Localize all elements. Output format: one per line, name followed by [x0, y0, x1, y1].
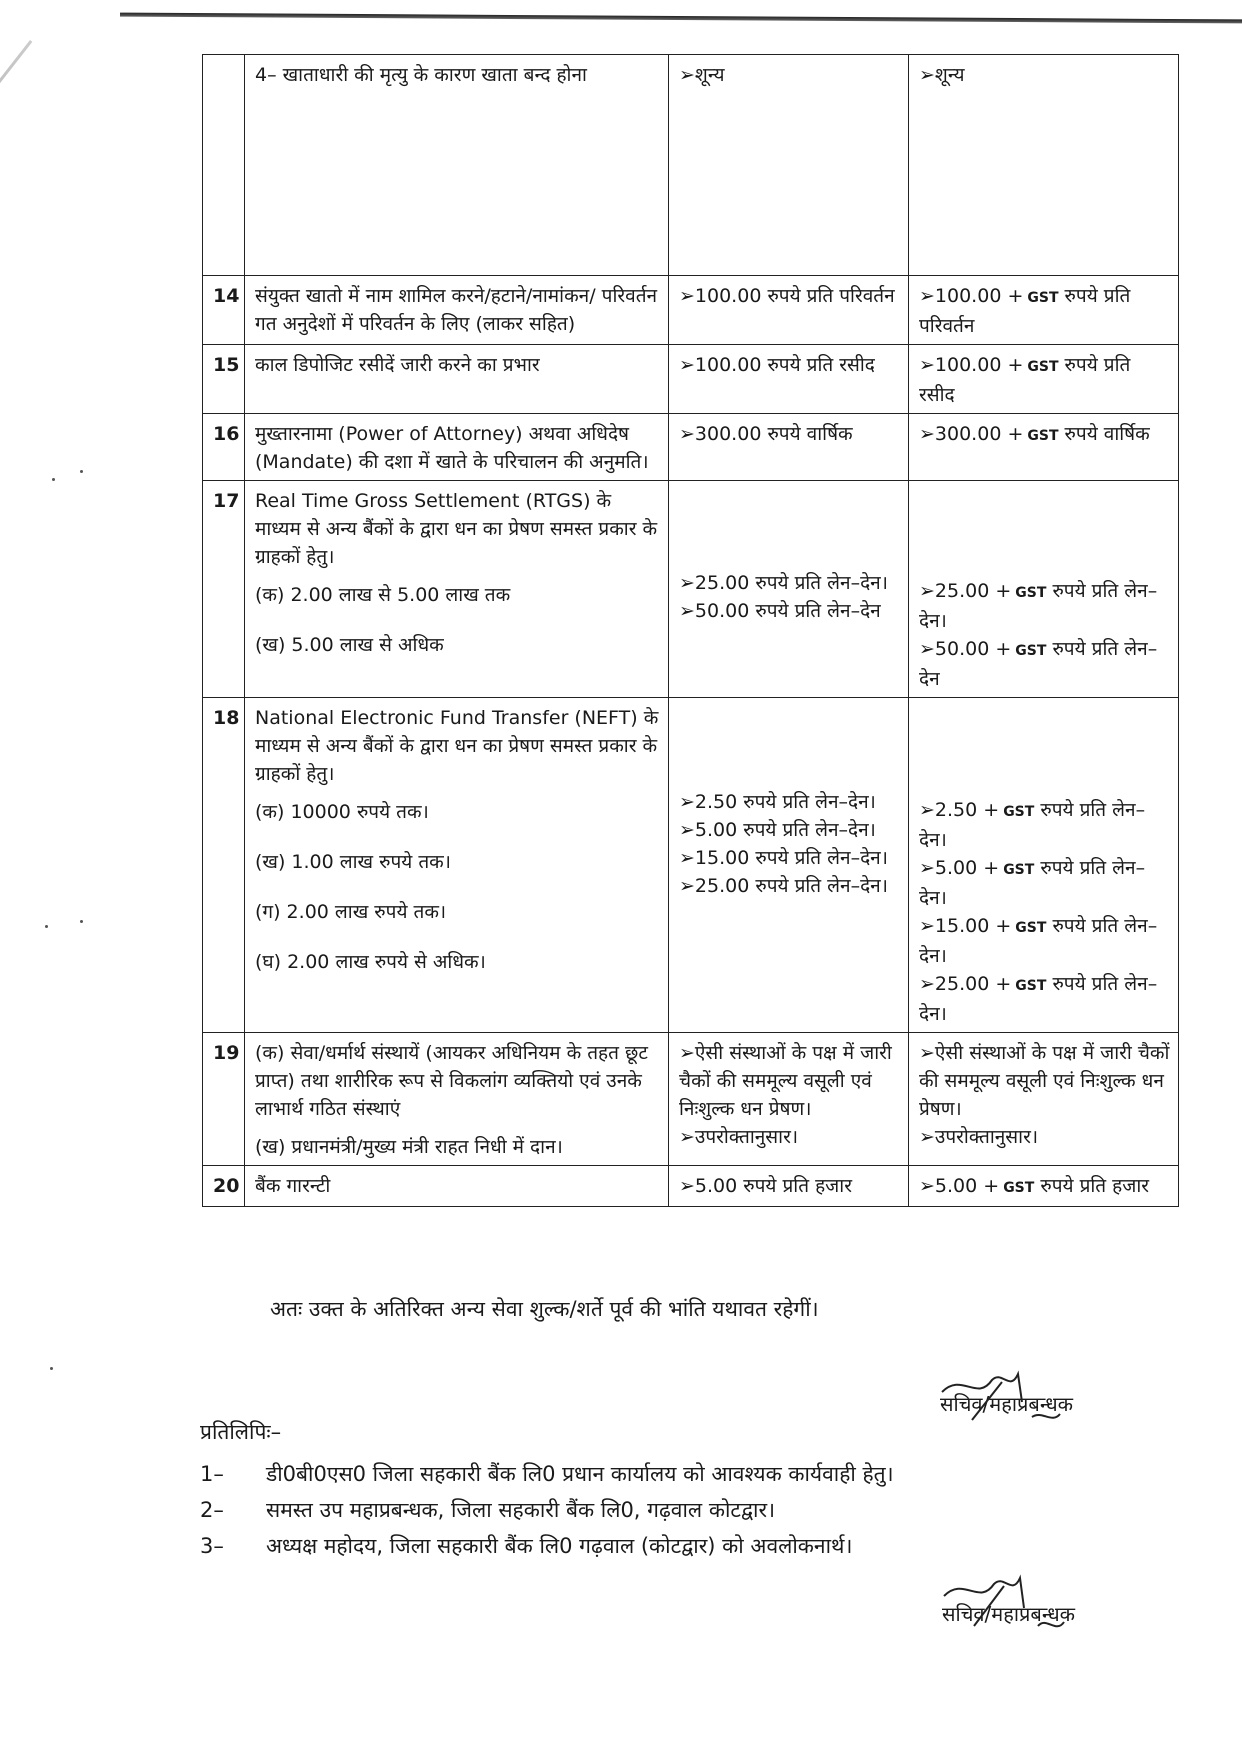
charge-column-b — [909, 345, 1179, 414]
bullet-arrow-icon: ➢ — [919, 1126, 935, 1148]
charge-column-b — [909, 276, 1179, 345]
fee-item — [679, 597, 900, 625]
fee-text — [919, 285, 1130, 337]
fee-item — [679, 282, 900, 310]
fee-text: 15.00 रुपये प्रति लेन–देन। — [694, 847, 888, 869]
fee-text: ऐसी संस्थाओं के पक्ष में जारी चैकों की सममूल्य वसूली एवं निःशुल्क धन प्रेषण। — [919, 1042, 1170, 1120]
fee-text: 2.50 रुपये प्रति लेन–देन। — [694, 791, 876, 813]
service-charge-table — [202, 54, 1179, 1207]
gst-label: GST — [1015, 978, 1047, 994]
fee-item — [679, 61, 900, 89]
signature-2-designation: सचिव/महाप्रबन्धक — [942, 1602, 1076, 1626]
fee-unit: रुपये प्रति परिवर्तन — [919, 285, 1131, 337]
fee-unit: रुपये प्रति लेन–देन। — [919, 915, 1158, 967]
row-number: 14 — [203, 276, 245, 345]
bullet-arrow-icon: ➢ — [679, 64, 695, 86]
signature-block-1 — [940, 1390, 1073, 1417]
row-description — [245, 1166, 669, 1207]
copy-item — [200, 1492, 894, 1528]
gst-label: GST — [1003, 1180, 1035, 1196]
charge-column-a — [669, 481, 909, 698]
description-line: National Electronic Fund Transfer (NEFT) के माध्यम से अन्य बैंकों के द्वारा धन का प्रेषण समस्त प्रकार के ग्राहकों हेतु। — [255, 707, 659, 785]
bullet-arrow-icon: ➢ — [679, 600, 695, 622]
table-row — [203, 345, 1179, 414]
fee-text — [935, 423, 1150, 445]
copy-text: डी0बी0एस0 जिला सहकारी बैंक लि0 प्रधान कार्यालय को आवश्यक कार्यवाही हेतु। — [266, 1462, 894, 1486]
fee-item — [919, 796, 1170, 854]
fee-amount: 5.00 + — [934, 857, 1000, 879]
fee-unit: रुपये प्रति लेन–देन — [919, 638, 1158, 690]
row-description — [245, 698, 669, 1033]
fee-text: 25.00 रुपये प्रति लेन–देन। — [694, 572, 888, 594]
fee-text — [935, 1175, 1149, 1197]
bullet-arrow-icon: ➢ — [679, 285, 695, 307]
fee-text — [919, 799, 1145, 851]
row-description — [245, 481, 669, 698]
fee-item — [919, 854, 1170, 912]
fee-item — [679, 1123, 900, 1151]
fee-item — [679, 420, 900, 448]
description-line: मुख्तारनामा (Power of Attorney) अथवा अधिदेष (Mandate) की दशा में खाते के परिचालन की अनुमति। — [255, 423, 649, 473]
fee-item — [679, 1172, 900, 1200]
fee-text: 5.00 रुपये प्रति लेन–देन। — [694, 819, 876, 841]
table-row — [203, 276, 1179, 345]
gst-label: GST — [1003, 862, 1035, 878]
charge-column-a — [669, 55, 909, 276]
spacer — [255, 609, 660, 631]
charge-column-a — [669, 276, 909, 345]
fee-text — [919, 857, 1145, 909]
bullet-arrow-icon: ➢ — [679, 875, 695, 897]
signature-2-scribble-icon — [934, 1564, 1084, 1644]
description-line: संयुक्त खातो में नाम शामिल करने/हटाने/नामांकन/ परिवर्तन गत अनुदेशों में परिवर्तन के लिए (लाकर सहित) — [255, 285, 658, 335]
fee-amount: 15.00 + — [934, 915, 1012, 937]
table-row — [203, 1033, 1179, 1166]
table-row — [203, 414, 1179, 481]
description-line: (ख) 1.00 लाख रुपये तक। — [255, 851, 451, 873]
row-description — [245, 55, 669, 276]
spacer — [255, 1123, 660, 1133]
spacer — [255, 826, 660, 848]
row-number: 18 — [203, 698, 245, 1033]
fee-unit: रुपये वार्षिक — [1058, 423, 1150, 445]
charge-column-a — [669, 1033, 909, 1166]
gst-label: GST — [1015, 920, 1047, 936]
fee-text: 100.00 रुपये प्रति रसीद — [694, 354, 875, 376]
fee-text: शून्य — [694, 64, 725, 86]
bullet-arrow-icon: ➢ — [919, 915, 935, 937]
signature-1-designation: सचिव/महाप्रबन्धक — [940, 1392, 1074, 1416]
charge-column-a — [669, 698, 909, 1033]
row-number: 15 — [203, 345, 245, 414]
fee-item — [919, 577, 1170, 635]
bullet-arrow-icon: ➢ — [679, 423, 695, 445]
copy-list-title: प्रतिलिपिः– — [200, 1420, 282, 1444]
fee-item — [919, 1123, 1170, 1151]
copy-number: 3– — [200, 1534, 224, 1558]
fee-item — [919, 1039, 1170, 1123]
scan-edge-left — [0, 40, 32, 262]
description-line: (ख) प्रधानमंत्री/मुख्य मंत्री राहत निधी में दान। — [255, 1136, 563, 1158]
fee-item — [919, 61, 1170, 89]
gst-label: GST — [1027, 428, 1059, 444]
fee-item — [679, 872, 900, 900]
fee-unit: रुपये प्रति लेन–देन। — [919, 580, 1158, 632]
fee-amount: 25.00 + — [934, 580, 1012, 602]
copy-list — [200, 1456, 894, 1564]
table-row — [203, 55, 1179, 276]
bullet-arrow-icon: ➢ — [679, 354, 695, 376]
row-description — [245, 276, 669, 345]
charge-column-b — [909, 55, 1179, 276]
footnote: अतः उक्त के अतिरिक्त अन्य सेवा शुल्क/शर्ते पूर्व की भांति यथावत रहेगीं। — [270, 1297, 819, 1321]
scan-speck — [45, 925, 48, 928]
description-line: (घ) 2.00 लाख रुपये से अधिक। — [255, 951, 486, 973]
copy-item — [200, 1456, 894, 1492]
bullet-arrow-icon: ➢ — [919, 64, 935, 86]
bullet-arrow-icon: ➢ — [919, 973, 935, 995]
fee-item — [679, 351, 900, 379]
bullet-arrow-icon: ➢ — [919, 799, 935, 821]
description-line: बैंक गारन्टी — [255, 1175, 331, 1197]
scan-edge-top — [120, 13, 1242, 24]
charge-column-b — [909, 414, 1179, 481]
description-line: 4– खाताधारी की मृत्यु के कारण खाता बन्द होना — [255, 64, 587, 86]
fee-item — [679, 1039, 900, 1123]
row-number: 16 — [203, 414, 245, 481]
charge-column-b — [909, 698, 1179, 1033]
fee-amount: 100.00 + — [934, 285, 1024, 307]
table-row — [203, 481, 1179, 698]
bullet-arrow-icon: ➢ — [679, 847, 695, 869]
description-line: (क) 2.00 लाख से 5.00 लाख तक — [255, 584, 511, 606]
fee-item — [679, 569, 900, 597]
fee-item — [919, 970, 1170, 1028]
bullet-arrow-icon: ➢ — [679, 819, 695, 841]
scan-speck — [52, 478, 55, 481]
fee-text: 50.00 रुपये प्रति लेन–देन — [694, 600, 881, 622]
table-row — [203, 698, 1179, 1033]
fee-amount: 100.00 + — [934, 354, 1024, 376]
bullet-arrow-icon: ➢ — [919, 285, 935, 307]
signature-1-scribble-icon — [932, 1362, 1082, 1432]
bullet-arrow-icon: ➢ — [919, 1175, 935, 1197]
description-line: (ग) 2.00 लाख रुपये तक। — [255, 901, 447, 923]
bullet-arrow-icon: ➢ — [919, 423, 935, 445]
fee-unit: रुपये प्रति रसीद — [919, 354, 1131, 406]
bullet-arrow-icon: ➢ — [679, 791, 695, 813]
charge-column-a — [669, 1166, 909, 1207]
fee-item — [919, 282, 1170, 340]
spacer — [255, 926, 660, 948]
bullet-arrow-icon: ➢ — [919, 354, 935, 376]
fee-unit: रुपये प्रति हजार — [1034, 1175, 1150, 1197]
fee-amount: 5.00 + — [934, 1175, 1000, 1197]
description-line: (ख) 5.00 लाख से अधिक — [255, 634, 444, 656]
fee-text: उपरोक्तानुसार। — [694, 1126, 799, 1148]
bullet-arrow-icon: ➢ — [919, 857, 935, 879]
fee-text — [919, 915, 1157, 967]
service-charge-table-body — [203, 55, 1179, 1207]
description-line: (क) सेवा/धर्मार्थ संस्थायें (आयकर अधिनियम के तहत छूट प्राप्त) तथा शारीरिक रूप से विकलांग व्यक्तियो एवं उनके लाभार्थ गठित संस्थाएं — [255, 1042, 648, 1120]
bullet-arrow-icon: ➢ — [919, 1042, 935, 1064]
copy-item — [200, 1528, 894, 1564]
fee-item — [679, 816, 900, 844]
fee-item — [679, 844, 900, 872]
copy-text: समस्त उप महाप्रबन्धक, जिला सहकारी बैंक लि0, गढ़वाल कोटद्वार। — [266, 1498, 776, 1522]
spacer — [255, 571, 660, 581]
fee-text: 5.00 रुपये प्रति हजार — [694, 1175, 852, 1197]
fee-text — [919, 973, 1157, 1025]
charge-column-a — [669, 345, 909, 414]
fee-item — [919, 635, 1170, 693]
fee-text: 25.00 रुपये प्रति लेन–देन। — [694, 875, 888, 897]
fee-amount: 50.00 + — [934, 638, 1012, 660]
copy-number: 1– — [200, 1462, 224, 1486]
bullet-arrow-icon: ➢ — [919, 580, 935, 602]
fee-text: ऐसी संस्थाओं के पक्ष में जारी चैकों की सममूल्य वसूली एवं निःशुल्क धन प्रेषण। — [679, 1042, 892, 1120]
fee-text: 300.00 रुपये वार्षिक — [694, 423, 853, 445]
bullet-arrow-icon: ➢ — [919, 638, 935, 660]
fee-amount: 25.00 + — [934, 973, 1012, 995]
fee-item — [919, 1172, 1170, 1202]
description-line: काल डिपोजिट रसीदें जारी करने का प्रभार — [255, 354, 540, 376]
row-number — [203, 55, 245, 276]
fee-text: 100.00 रुपये प्रति परिवर्तन — [694, 285, 895, 307]
row-description — [245, 1033, 669, 1166]
copy-number: 2– — [200, 1498, 224, 1522]
row-description — [245, 414, 669, 481]
bullet-arrow-icon: ➢ — [679, 572, 695, 594]
description-line: Real Time Gross Settlement (RTGS) के माध्यम से अन्य बैंकों के द्वारा धन का प्रेषण समस्त प्रकार के ग्राहकों हेतु। — [255, 490, 658, 568]
charge-column-b — [909, 1166, 1179, 1207]
gst-label: GST — [1015, 643, 1047, 659]
fee-text — [919, 354, 1130, 406]
scan-speck — [80, 470, 83, 473]
charge-column-b — [909, 481, 1179, 698]
scan-speck — [80, 920, 83, 923]
copy-text: अध्यक्ष महोदय, जिला सहकारी बैंक लि0 गढ़वाल (कोटद्वार) को अवलोकनार्थ। — [266, 1534, 853, 1558]
fee-unit: रुपये प्रति लेन–देन। — [919, 799, 1146, 851]
spacer — [255, 876, 660, 898]
fee-item — [919, 351, 1170, 409]
fee-item — [679, 788, 900, 816]
row-number: 20 — [203, 1166, 245, 1207]
row-description — [245, 345, 669, 414]
scan-speck — [50, 1367, 53, 1370]
gst-label: GST — [1003, 804, 1035, 820]
fee-item — [919, 420, 1170, 450]
charge-column-b — [909, 1033, 1179, 1166]
fee-text: शून्य — [934, 64, 965, 86]
bullet-arrow-icon: ➢ — [679, 1175, 695, 1197]
gst-label: GST — [1027, 290, 1059, 306]
spacer — [255, 788, 660, 798]
row-number: 17 — [203, 481, 245, 698]
fee-text — [919, 638, 1157, 690]
description-line: (क) 10000 रुपये तक। — [255, 801, 429, 823]
fee-amount: 300.00 + — [934, 423, 1024, 445]
bullet-arrow-icon: ➢ — [679, 1126, 695, 1148]
table-row — [203, 1166, 1179, 1207]
fee-unit: रुपये प्रति लेन–देन। — [919, 857, 1146, 909]
row-number: 19 — [203, 1033, 245, 1166]
fee-unit: रुपये प्रति लेन–देन। — [919, 973, 1158, 1025]
bullet-arrow-icon: ➢ — [679, 1042, 695, 1064]
signature-block-2 — [942, 1600, 1075, 1627]
fee-item — [919, 912, 1170, 970]
charge-column-a — [669, 414, 909, 481]
fee-amount: 2.50 + — [934, 799, 1000, 821]
gst-label: GST — [1027, 359, 1059, 375]
fee-text — [919, 580, 1157, 632]
fee-text: उपरोक्तानुसार। — [934, 1126, 1039, 1148]
gst-label: GST — [1015, 585, 1047, 601]
